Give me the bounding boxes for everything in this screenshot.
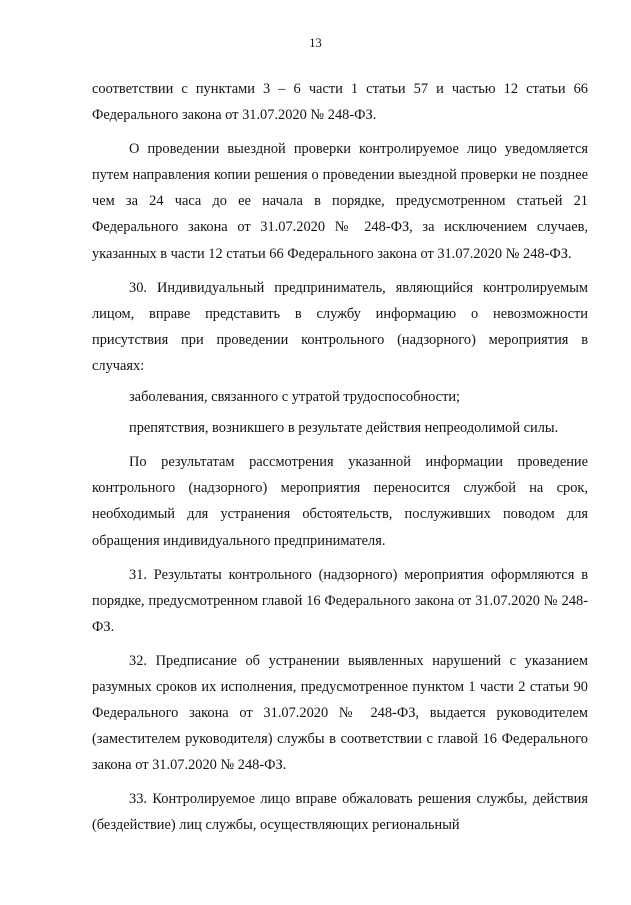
- paragraph-postponement: По результатам рассмотрения указанной информации проведение контрольного (надзорного) мероприятия переносится службой на срок, необходимый для устранения обстоятельств, послуживших поводом для обращения индивидуального предпринимателя.: [92, 454, 588, 549]
- paragraph-item-32: 32. Предписание об устранении выявленных нарушений с указанием разумных сроков их исполнения, предусмотренное пунктом 1 части 2 статьи 90 Федерального закона от 31.07.2020 № 248-ФЗ, выдается руководителем (заместителем руководителя) службы в соответствии с главой 16 Федерального закона от 31.07.2020 № 248-ФЗ.: [92, 652, 588, 774]
- paragraph-item-33: 33. Контролируемое лицо вправе обжаловать решения службы, действия (бездействие) лиц службы, осуществляющих региональный: [92, 791, 588, 834]
- paragraph-item-31: 31. Результаты контрольного (надзорного) мероприятия оформляются в порядке, предусмотренном главой 16 Федерального закона от 31.07.2020 № 248-ФЗ.: [92, 566, 588, 635]
- paragraph-item-30: 30. Индивидуальный предприниматель, являющийся контролируемым лицом, вправе представить в службу информацию о невозможности присутствия при проведении контрольного (надзорного) мероприятия в случаях:: [92, 279, 588, 374]
- page-number: 13: [309, 36, 322, 50]
- paragraph-illness: заболевания, связанного с утратой трудоспособности;: [129, 389, 461, 406]
- paragraph-site-inspection-notice: О проведении выездной проверки контролируемое лицо уведомляется путем направления копии решения о проведении выездной проверки не позднее чем за 24 часа до ее начала в порядке, предусмотренном статьей 21 Федерального закона от 31.07.2020 № 248-ФЗ, за исключением случаев, указанных в части 12 статьи 66 Федерального закона от 31.07.2020 № 248-ФЗ.: [92, 141, 588, 262]
- document-body: [92, 76, 588, 839]
- paragraph-continuation: соответствии с пунктами 3 – 6 части 1 статьи 57 и частью 12 статьи 66 Федерального закона от 31.07.2020 № 248-ФЗ.: [92, 81, 588, 124]
- paragraph-force-majeure: препятствия, возникшего в результате действия непреодолимой силы.: [129, 420, 559, 437]
